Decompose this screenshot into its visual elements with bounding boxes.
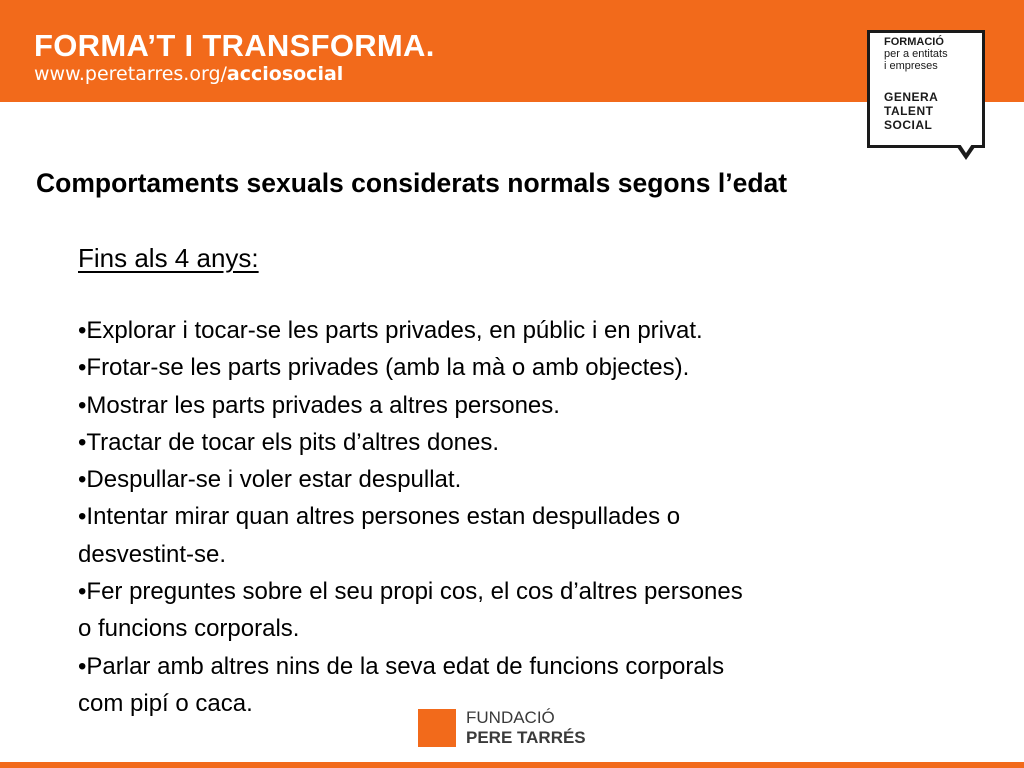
brand-title: FORMA’T I TRANSFORMA. [34, 28, 435, 63]
foundation-logo-line-2: PERE TARRÉS [466, 728, 586, 747]
list-item: •Despullar-se i voler estar despullat. [78, 466, 462, 494]
badge-top-text [884, 36, 980, 72]
list-item: •Intentar mirar quan altres persones estan despullades o [78, 503, 681, 531]
list-item-continuation: o funcions corporals. [78, 615, 300, 643]
brand-url-suffix: acciosocial [226, 63, 344, 85]
foundation-logo-mark [418, 709, 456, 747]
list-item: •Mostrar les parts privades a altres persones. [78, 391, 560, 419]
badge-line-2: per a entitats [884, 48, 948, 60]
list-item: •Explorar i tocar-se les parts privades, en públic i en privat. [78, 317, 703, 344]
badge-line-4: GENERA [884, 90, 939, 104]
badge-speech-tail-inner [960, 144, 972, 153]
list-item: •Tractar de tocar els pits d’altres dones. [78, 428, 500, 456]
badge-line-3: i empreses [884, 60, 938, 72]
badge-line-1: FORMACIÓ [884, 36, 944, 48]
list-item-continuation: com pipí o caca. [78, 689, 253, 717]
brand-url[interactable] [34, 63, 343, 85]
badge-line-6: SOCIAL [884, 118, 933, 132]
list-item-continuation: desvestint-se. [78, 540, 227, 568]
badge-line-5: TALENT [884, 104, 934, 118]
list-item: •Frotar-se les parts privades (amb la mà o amb objectes). [78, 354, 690, 382]
bottom-band [0, 762, 1024, 768]
list-item: •Parlar amb altres nins de la seva edat de funcions corporals [78, 652, 725, 680]
behaviour-list [78, 312, 978, 722]
list-item: •Fer preguntes sobre el seu propi cos, el cos d’altres persones [78, 578, 743, 606]
foundation-logo-line-1: FUNDACIÓ [466, 708, 555, 727]
foundation-logo-text [466, 708, 586, 748]
badge-bottom-text [884, 90, 980, 132]
brand-url-prefix: www.peretarres.org/ [34, 63, 227, 85]
slide-title: Comportaments sexuals considerats normals segons l’edat [36, 168, 788, 198]
age-subheading: Fins als 4 anys: [78, 243, 259, 273]
